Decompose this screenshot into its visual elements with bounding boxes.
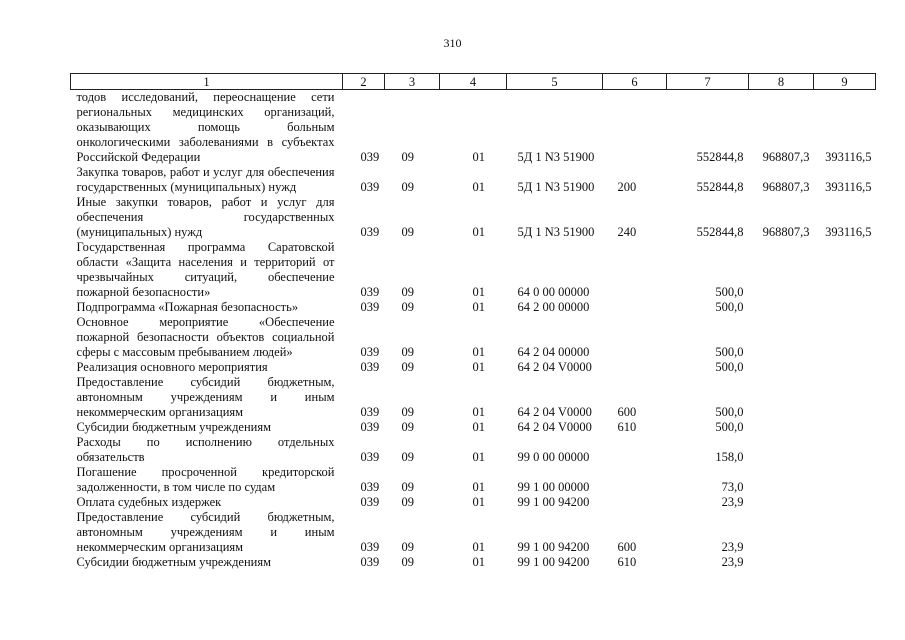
row-pr: 01	[472, 555, 485, 569]
header-col-6: 6	[603, 74, 667, 90]
row-vr	[603, 495, 667, 510]
row-sum-1: 552844,8	[696, 180, 744, 194]
table-header	[71, 74, 876, 90]
header-col-1: 1	[71, 74, 343, 90]
header-col-4: 4	[440, 74, 507, 90]
row-name: тодов исследований, переоснащение сети региональных медицинских организаций, оказывающих помощь больным онкологическими заболеваниями в субъектах Российской Федерации	[76, 90, 335, 164]
row-sum-3	[814, 465, 876, 495]
table-row	[71, 555, 876, 570]
table-row	[71, 495, 876, 510]
row-rz: 09	[401, 360, 414, 374]
row-pr: 01	[472, 480, 485, 494]
row-rz: 09	[401, 150, 414, 164]
row-csr: 99 1 00 94200	[517, 555, 590, 569]
row-name: Основное мероприятие «Обеспечение пожарной безопасности объектов социальной сферы с массовым пребыванием людей»	[76, 315, 335, 359]
row-gr: 039	[360, 225, 380, 239]
row-pr: 01	[472, 285, 485, 299]
row-rz: 09	[401, 405, 414, 419]
table-row	[71, 90, 876, 166]
row-vr	[603, 300, 667, 315]
row-sum-1: 500,0	[715, 285, 744, 299]
row-sum-3: 393116,5	[825, 180, 872, 194]
row-gr: 039	[360, 405, 380, 419]
row-pr: 01	[472, 540, 485, 554]
row-csr: 99 1 00 94200	[517, 495, 590, 509]
row-sum-2	[749, 420, 814, 435]
row-sum-1: 500,0	[715, 300, 744, 314]
row-vr: 610	[617, 420, 637, 434]
row-csr: 99 1 00 94200	[517, 540, 590, 554]
table-row	[71, 510, 876, 555]
row-sum-3	[814, 360, 876, 375]
row-rz: 09	[401, 225, 414, 239]
row-sum-1: 500,0	[715, 345, 744, 359]
row-sum-1: 23,9	[721, 540, 744, 554]
row-sum-2: 968807,3	[762, 150, 810, 164]
row-sum-1: 500,0	[715, 360, 744, 374]
row-csr: 64 0 00 00000	[517, 285, 590, 299]
row-vr	[603, 435, 667, 465]
row-pr: 01	[472, 180, 485, 194]
row-rz: 09	[401, 285, 414, 299]
row-gr: 039	[360, 540, 380, 554]
row-sum-2	[749, 435, 814, 465]
header-col-2: 2	[343, 74, 385, 90]
row-csr: 64 2 04 V0000	[517, 405, 592, 419]
row-sum-2	[749, 555, 814, 570]
row-gr: 039	[360, 555, 380, 569]
row-sum-3: 393116,5	[825, 225, 872, 239]
table-row	[71, 165, 876, 195]
row-vr	[603, 240, 667, 300]
row-vr: 610	[617, 555, 637, 569]
row-sum-2	[749, 240, 814, 300]
table-row	[71, 375, 876, 420]
row-gr: 039	[360, 420, 380, 434]
row-sum-1: 500,0	[715, 420, 744, 434]
row-vr: 600	[617, 405, 637, 419]
row-sum-3	[814, 315, 876, 360]
row-pr: 01	[472, 420, 485, 434]
row-sum-2	[749, 495, 814, 510]
row-vr: 200	[617, 180, 637, 194]
row-sum-2	[749, 375, 814, 420]
table-row	[71, 315, 876, 360]
row-name: Предоставление субсидий бюджетным, автономным учреждениям и иным некоммерческим организациям	[76, 375, 335, 419]
row-name: Расходы по исполнению отдельных обязательств	[76, 435, 335, 464]
header-col-7: 7	[667, 74, 749, 90]
row-sum-3	[814, 555, 876, 570]
header-col-9: 9	[814, 74, 876, 90]
row-rz: 09	[401, 450, 414, 464]
row-name: Реализация основного мероприятия	[76, 360, 268, 374]
row-csr: 64 2 04 V0000	[517, 360, 592, 374]
row-pr: 01	[472, 300, 485, 314]
row-gr: 039	[360, 150, 380, 164]
row-sum-1: 23,9	[721, 555, 744, 569]
row-sum-2: 968807,3	[762, 225, 810, 239]
row-name: Погашение просроченной кредиторской задолженности, в том числе по судам	[76, 465, 335, 494]
row-rz: 09	[401, 480, 414, 494]
row-name: Субсидии бюджетным учреждениям	[76, 555, 272, 569]
row-name: Подпрограмма «Пожарная безопасность»	[76, 300, 299, 314]
header-col-5: 5	[507, 74, 603, 90]
row-vr	[603, 315, 667, 360]
row-pr: 01	[472, 450, 485, 464]
row-sum-2	[749, 315, 814, 360]
row-sum-1: 23,9	[721, 495, 744, 509]
row-rz: 09	[401, 495, 414, 509]
row-csr: 5Д 1 N3 51900	[517, 225, 595, 239]
table-row	[71, 465, 876, 495]
row-vr	[603, 465, 667, 495]
row-rz: 09	[401, 180, 414, 194]
row-csr: 99 1 00 00000	[517, 480, 590, 494]
page-number: 310	[443, 36, 462, 50]
row-csr: 99 0 00 00000	[517, 450, 590, 464]
row-gr: 039	[360, 300, 380, 314]
row-pr: 01	[472, 225, 485, 239]
row-sum-2	[749, 510, 814, 555]
row-pr: 01	[472, 150, 485, 164]
row-vr	[603, 90, 667, 166]
row-sum-1: 552844,8	[696, 225, 744, 239]
row-sum-1: 500,0	[715, 405, 744, 419]
table-row	[71, 300, 876, 315]
row-sum-3	[814, 375, 876, 420]
row-rz: 09	[401, 555, 414, 569]
table-row	[71, 435, 876, 465]
row-sum-3	[814, 300, 876, 315]
row-gr: 039	[360, 360, 380, 374]
row-csr: 64 2 04 00000	[517, 345, 590, 359]
row-pr: 01	[472, 360, 485, 374]
row-sum-3	[814, 240, 876, 300]
header-col-3: 3	[385, 74, 440, 90]
row-name: Государственная программа Саратовской области «Защита населения и территорий от чрезвычайных ситуаций, обеспечение пожарной безопасности»	[76, 240, 335, 299]
row-name: Оплата судебных издержек	[76, 495, 222, 509]
row-sum-1: 73,0	[721, 480, 744, 494]
table-body	[71, 90, 876, 571]
row-gr: 039	[360, 495, 380, 509]
row-name: Субсидии бюджетным учреждениям	[76, 420, 272, 434]
row-sum-3	[814, 420, 876, 435]
row-name: Закупка товаров, работ и услуг для обеспечения государственных (муниципальных) нужд	[76, 165, 335, 194]
row-rz: 09	[401, 300, 414, 314]
row-sum-3: 393116,5	[825, 150, 872, 164]
row-sum-3	[814, 510, 876, 555]
row-pr: 01	[472, 495, 485, 509]
row-sum-1: 552844,8	[696, 150, 744, 164]
row-rz: 09	[401, 540, 414, 554]
row-csr: 5Д 1 N3 51900	[517, 180, 595, 194]
row-csr: 5Д 1 N3 51900	[517, 150, 595, 164]
row-sum-1: 158,0	[715, 450, 744, 464]
row-csr: 64 2 00 00000	[517, 300, 590, 314]
row-gr: 039	[360, 285, 380, 299]
row-pr: 01	[472, 345, 485, 359]
row-sum-2	[749, 300, 814, 315]
row-gr: 039	[360, 450, 380, 464]
row-vr: 240	[617, 225, 637, 239]
row-sum-2	[749, 360, 814, 375]
row-gr: 039	[360, 480, 380, 494]
table-row	[71, 195, 876, 240]
row-rz: 09	[401, 345, 414, 359]
header-col-8: 8	[749, 74, 814, 90]
table-row	[71, 420, 876, 435]
row-sum-2	[749, 465, 814, 495]
row-csr: 64 2 04 V0000	[517, 420, 592, 434]
row-sum-2: 968807,3	[762, 180, 810, 194]
row-vr	[603, 360, 667, 375]
table-row	[71, 360, 876, 375]
row-sum-3	[814, 495, 876, 510]
row-rz: 09	[401, 420, 414, 434]
row-name: Иные закупки товаров, работ и услуг для обеспечения государственных (муниципальных) нужд	[76, 195, 335, 239]
row-gr: 039	[360, 180, 380, 194]
row-pr: 01	[472, 405, 485, 419]
budget-table	[70, 73, 876, 570]
table-row	[71, 240, 876, 300]
row-sum-3	[814, 435, 876, 465]
row-gr: 039	[360, 345, 380, 359]
row-name: Предоставление субсидий бюджетным, автономным учреждениям и иным некоммерческим организациям	[76, 510, 335, 554]
row-vr: 600	[617, 540, 637, 554]
